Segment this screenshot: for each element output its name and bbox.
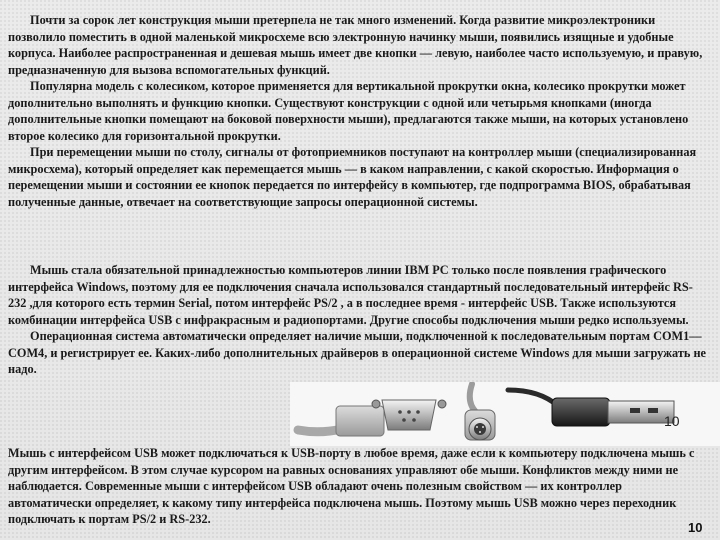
connector-illustration	[290, 382, 720, 446]
paragraph-mouse-controller: При перемещении мыши по столу, сигналы от фотоприемников поступают на контроллер мыши (специализированная микросхема), который определяет как перемещается мышь — в каком направлении, с какой скоростью. Информация о перемещении мыши и состоянии ее кнопок передается по интерфейсу в компьютер, где подпрограмма BIOS, обрабатывая полученные данные, отвечает на соответствующие запросы операционной системы.	[8, 145, 697, 209]
text-block-top	[8, 12, 708, 210]
text-block-middle	[8, 262, 708, 378]
page-number: 10	[688, 520, 703, 535]
paragraph-mouse-history: Почти за сорок лет конструкция мыши претерпела не так много изменений. Когда развитие микроэлектроники позволило поместить в одной маленькой микросхеме всю электронную начинку мыши, появились изящные и удобные корпуса. Наиболее распространенная и дешевая мышь имеет две кнопки — левую, наиболее часто используемую, и правую, предназначенную для вызова вспомогательных функций.	[8, 13, 703, 77]
page-number-overlay: 10	[664, 413, 680, 429]
text-block-bottom	[8, 445, 708, 528]
paragraph-interfaces: Мышь стала обязательной принадлежностью компьютеров линии IBM PC только после появления графического интерфейса Windows, поэтому для ее подключения сначала использовался стандартный последовательный интерфейс RS-232 ,для которого есть термин Serial, потом интерфейс PS/2 , а в последнее время - интерфейс USB. Также используются комбинации интерфейса USB с инфракрасным и радиопортами. Другие способы подключения мыши редко используемы.	[8, 263, 693, 327]
paragraph-os-detection: Операционная система автоматически определяет наличие мыши, подключенной к последовательным портам COM1—COM4, и регистрирует ее. Каких-либо дополнительных драйверов в операционной системе Windows для мыши загружать не надо.	[8, 329, 707, 376]
paragraph-usb-mouse: Мышь с интерфейсом USB может подключаться к USB-порту в любое время, даже если к компьютеру подключена мышь с другим интерфейсом. В этом случае курсором на равных основаниях управляют обе мыши. Конфликтов между ними не наблюдается. Современные мыши с интерфейсом USB обладают очень полезным свойством — их контроллер автоматически определяет, к какому типу интерфейса подключена мышь. Поэтому мышь USB можно через переходник подключать к портам PS/2 и RS-232.	[8, 446, 695, 526]
paragraph-scroll-wheel: Популярна модель с колесиком, которое применяется для вертикальной прокрутки окна, колесико прокрутки может дополнительно выполнять и функцию кнопки. Существуют конструкции с одной или четырьмя кнопками (иногда дополнительные кнопки помещают на боковой поверхности мыши), предлагаются также мыши, на которых установлено второе колесико для горизонтальной прокрутки.	[8, 79, 689, 143]
